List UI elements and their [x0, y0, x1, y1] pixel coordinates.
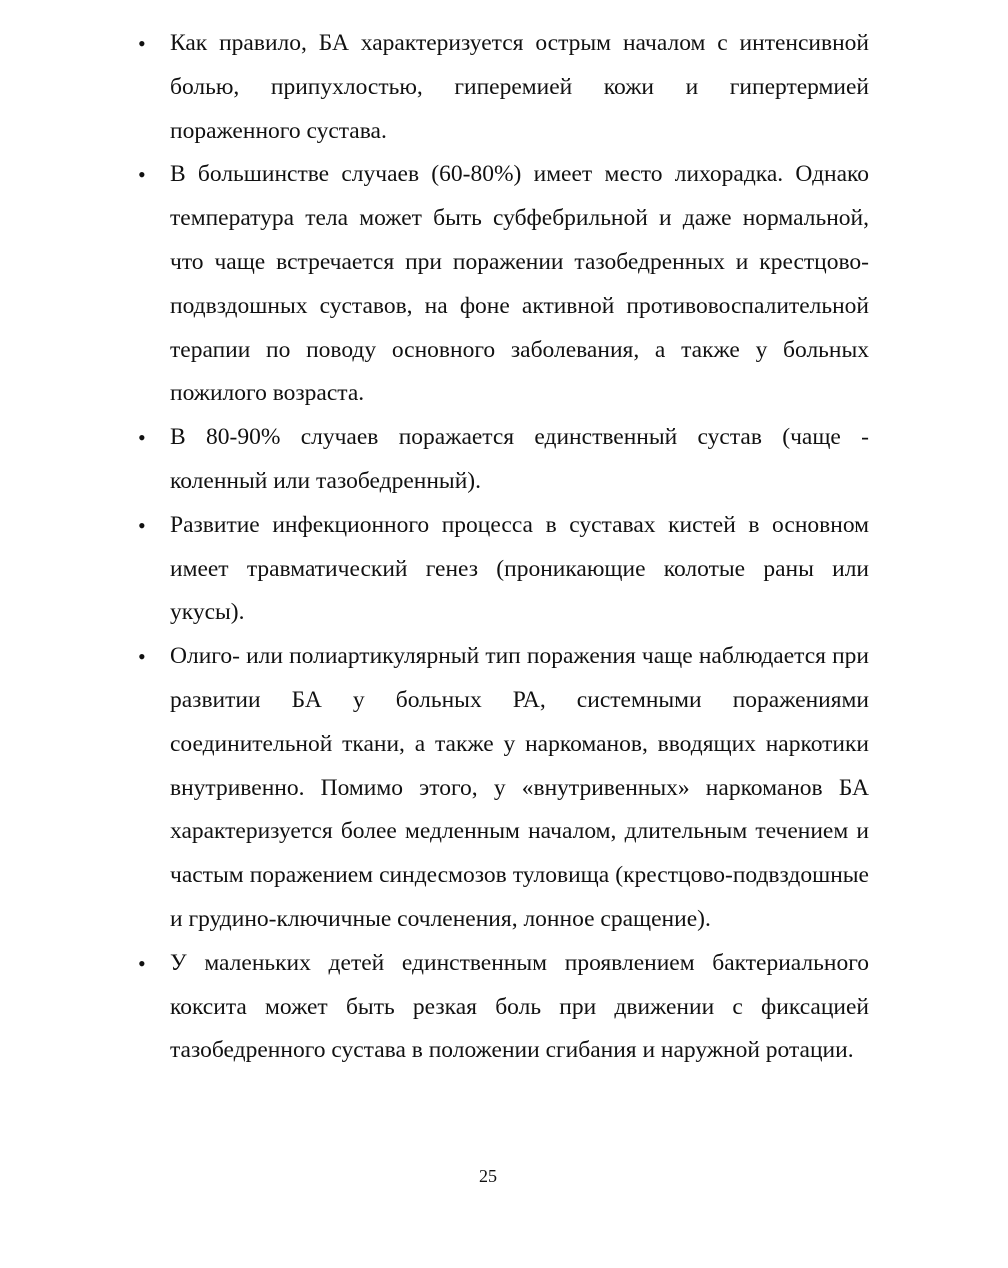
bullet-item-3	[138, 416, 869, 504]
bullet-text: В большинстве случаев (60-80%) имеет место лихорадка. Однако температура тела может быть субфебрильной и даже нормальной, что чаще встречается при поражении тазобедренных и крестцово-подвздошных суставов, на фоне активной противовоспалительной терапии по поводу основного заболевания, а также у больных пожилого возраста.	[170, 161, 869, 407]
bullet-icon: •	[138, 425, 146, 451]
bullet-list	[138, 22, 869, 1073]
bullet-item-2	[138, 153, 869, 416]
bullet-text: Развитие инфекционного процесса в суставах кистей в основном имеет травматический генез (проникающие колотые раны или укусы).	[170, 511, 869, 626]
bullet-text: Олиго- или полиартикулярный тип поражения чаще наблюдается при развитии БА у больных РА, системными поражениями соединительной ткани, а также у наркоманов, вводящих наркотики внутривенно. Помимо этого, у «внутривенных» наркоманов БА характеризуется более медленным началом, длительным течением и частым поражением синдесмозов туловища (крестцово-подвздошные и грудино-ключичные сочленения, лонное сращение).	[170, 643, 869, 932]
page-number: 25	[479, 1166, 497, 1186]
bullet-item-1	[138, 22, 869, 153]
bullet-text: Как правило, БА характеризуется острым началом с интенсивной болью, припухлостью, гиперемией кожи и гипертермией пораженного сустава.	[170, 30, 869, 144]
bullet-icon: •	[138, 31, 146, 56]
bullet-text: В 80-90% случаев поражается единственный сустав (чаще - коленный или тазобедренный).	[170, 424, 869, 494]
bullet-text: У маленьких детей единственным проявлением бактериального коксита может быть резкая боль при движении с фиксацией тазобедренного сустава в положении сгибания и наружной ротации.	[170, 949, 869, 1064]
bullet-item-5	[138, 635, 869, 942]
bullet-icon: •	[138, 512, 146, 538]
bullet-item-6	[138, 942, 869, 1073]
bullet-icon: •	[138, 950, 146, 976]
bullet-icon: •	[138, 644, 146, 670]
bullet-item-4	[138, 504, 869, 635]
bullet-icon: •	[138, 162, 146, 188]
